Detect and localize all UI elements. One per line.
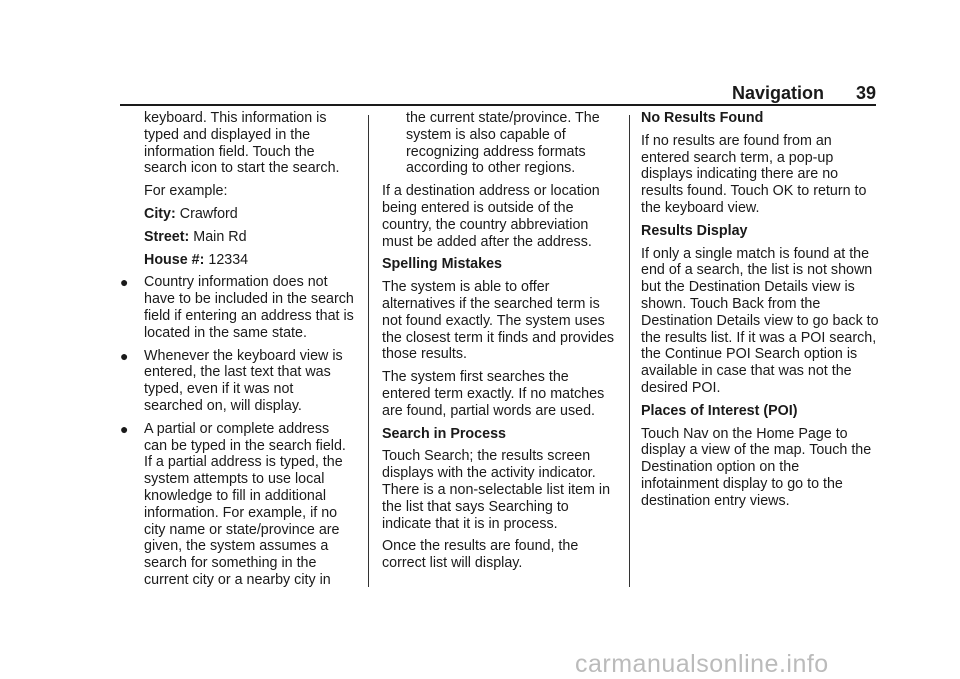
house-line bbox=[120, 252, 356, 269]
list-item: ● A partial or complete address can be typed in the search field. If a partial address is typed, the system attempts to use local knowledge to fill in additional information. For example, if no city name or state/province are given, the system assumes a search for something in the current city or a nearby city in bbox=[120, 420, 346, 588]
paragraph: Once the results are found, the correct list will display. bbox=[382, 538, 579, 572]
section-title: Navigation bbox=[731, 83, 824, 103]
city-line bbox=[120, 206, 356, 223]
heading-places-of-interest: Places of Interest (POI) bbox=[641, 402, 798, 419]
street-label: Street: bbox=[144, 228, 190, 245]
bullet-icon: ● bbox=[120, 347, 129, 364]
column-2 bbox=[382, 110, 618, 578]
street-line bbox=[120, 229, 356, 246]
city-label: City: bbox=[144, 205, 176, 222]
header-rule bbox=[120, 104, 876, 106]
heading-search-in-process: Search in Process bbox=[382, 425, 506, 442]
house-label: House #: bbox=[144, 251, 205, 268]
paragraph: Touch Search; the results screen displays with the activity indicator. There is a non-selectable list item in the list that says Searching to indicate that it is in process. bbox=[382, 448, 611, 532]
bullet-icon: ● bbox=[120, 274, 129, 291]
column-1 bbox=[120, 110, 356, 595]
example-label: For example: bbox=[144, 183, 228, 200]
paragraph: If a destination address or location being entered is outside of the country, the country abbreviation must be added after the address. bbox=[382, 183, 600, 250]
column-3 bbox=[641, 110, 881, 516]
heading-results-display: Results Display bbox=[641, 222, 748, 239]
paragraph: If no results are found from an entered search term, a pop-up displays indicating there are no results found. Touch OK to return to the keyboard view. bbox=[641, 132, 867, 216]
paragraph: keyboard. This information is typed and displayed in the information field. Touch the search icon to start the search. bbox=[144, 110, 340, 177]
heading-spelling-mistakes: Spelling Mistakes bbox=[382, 256, 502, 273]
bullet-icon: ● bbox=[120, 420, 129, 437]
heading-no-results-found: No Results Found bbox=[641, 110, 764, 126]
column-divider bbox=[368, 115, 369, 587]
city-value: Crawford bbox=[179, 205, 238, 222]
paragraph: the current state/province. The system is also capable of recognizing address formats according to other regions. bbox=[406, 110, 600, 177]
paragraph: The system is able to offer alternatives if the searched term is not found exactly. The system uses the closest term it finds and provides those results. bbox=[382, 279, 615, 363]
paragraph: The system first searches the entered term exactly. If no matches are found, partial words are used. bbox=[382, 369, 605, 419]
list-item: ● Whenever the keyboard view is entered, the last text that was typed, even if it was not searched on, will display. bbox=[120, 347, 343, 414]
street-value: Main Rd bbox=[193, 228, 247, 245]
paragraph: If only a single match is found at the end of a search, the list is not shown but the Destination Details view is shown. Touch Back from the Destination Details view to go back to the results list. If it was a POI search, the Continue POI Search option is available in case that was not the desired POI. bbox=[641, 245, 879, 396]
column-divider bbox=[629, 115, 630, 587]
watermark: carmanualsonline.info bbox=[575, 650, 829, 678]
house-value: 12334 bbox=[208, 251, 249, 268]
page-number: 39 bbox=[855, 83, 876, 103]
paragraph: Touch Nav on the Home Page to display a view of the map. Touch the Destination option on the infotainment display to go to the destination entry views. bbox=[641, 425, 872, 509]
list-item: ● Country information does not have to be included in the search field if entering an address that is located in the same state. bbox=[120, 274, 354, 341]
page-header bbox=[0, 80, 876, 104]
